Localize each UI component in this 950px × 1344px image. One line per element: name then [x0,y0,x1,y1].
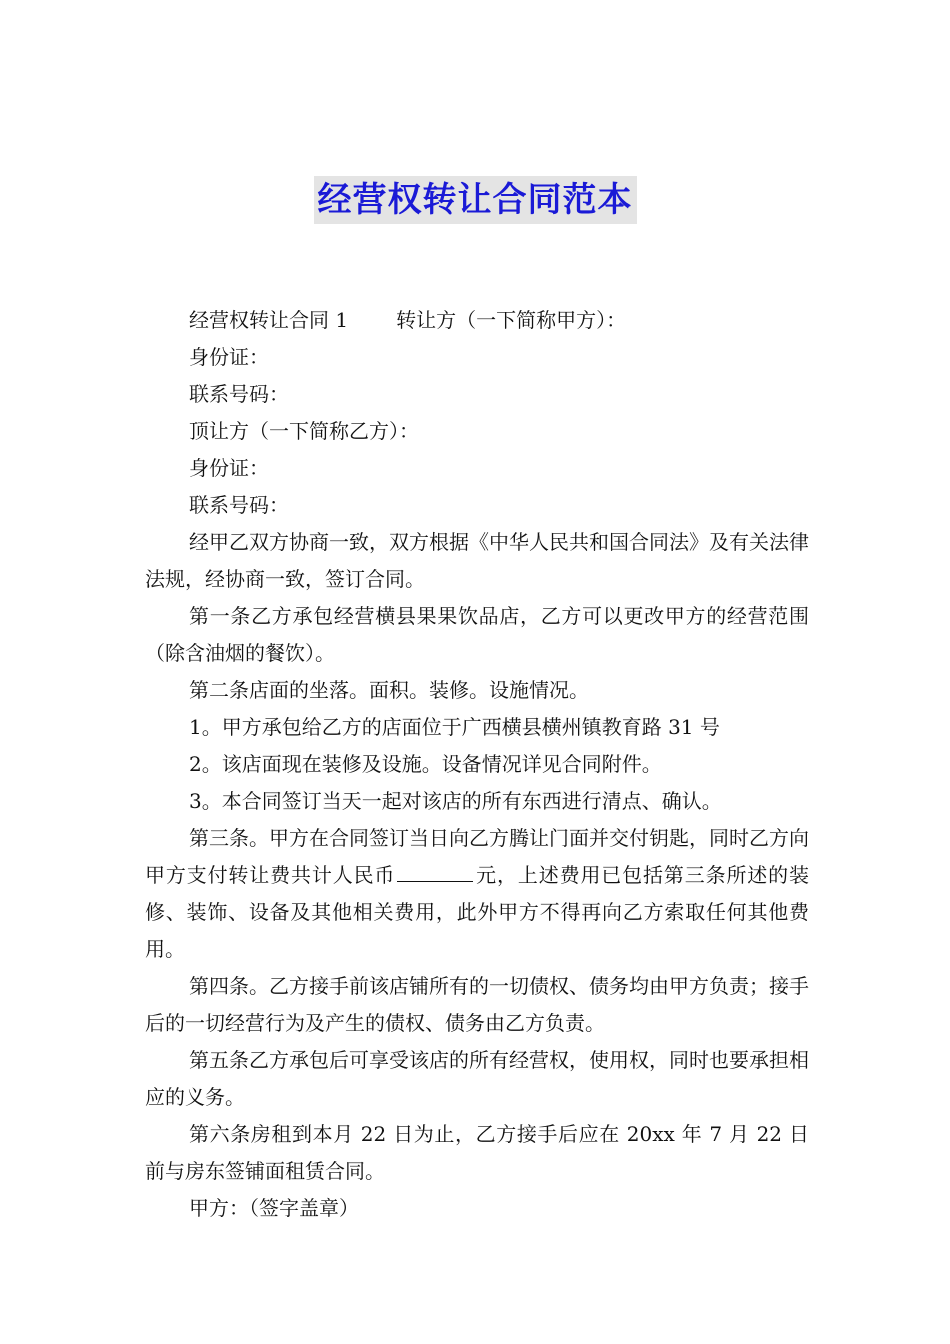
title-container [0,176,950,224]
amount-blank [397,861,473,882]
document-body [145,302,809,1227]
paragraph-article-2: 第二条店面的坐落。面积。装修。设施情况。 [189,678,589,702]
paragraph-transferee-id: 身份证： [189,456,269,480]
article-3-part-1: 第三条。甲方在合同签订当日向乙方腾让门面并交付钥匙，同时乙方向甲方支付转让费共计人民币 [145,826,809,887]
paragraph-transferee: 顶让方（一下简称乙方）： [189,419,419,443]
paragraph-article-2-item-2: 2。该店面现在装修及设施。设备情况详见合同附件。 [189,752,662,776]
paragraph-transferee-phone: 联系号码： [189,493,289,517]
paragraph-article-3 [145,820,809,968]
paragraph-article-2-item-3: 3。本合同签订当天一起对该店的所有东西进行清点、确认。 [189,789,722,813]
paragraph-article-4: 第四条。乙方接手前该店铺所有的一切债权、债务均由甲方负责；接手后的一切经营行为及产生的债权、债务由乙方负责。 [145,974,809,1035]
paragraph-transferor-id: 身份证： [189,345,269,369]
document-title: 经营权转让合同范本 [314,176,637,224]
paragraph-article-1: 第一条乙方承包经营横县果果饮品店，乙方可以更改甲方的经营范围（除含油烟的餐饮）。 [145,604,809,665]
transferor-label: 转让方（一下简称甲方）： [396,308,627,332]
article-3-part-2: 元，上述费用已包括第三条所述的装修、装饰、设备及其他相关费用，此外甲方不得再向乙方索取任何其他费用。 [145,863,810,961]
contract-number: 经营权转让合同 1 [189,308,349,332]
paragraph-article-5: 第五条乙方承包后可享受该店的所有经营权，使用权，同时也要承担相应的义务。 [145,1048,809,1109]
paragraph-contract-heading [145,302,809,339]
paragraph-article-2-item-1: 1。甲方承包给乙方的店面位于广西横县横州镇教育路 31 号 [189,715,720,739]
paragraph-preamble: 经甲乙双方协商一致，双方根据《中华人民共和国合同法》及有关法律法规，经协商一致，签订合同。 [145,530,809,591]
paragraph-signature-party-a: 甲方：（签字盖章） [189,1196,359,1220]
paragraph-transferor-phone: 联系号码： [189,382,289,406]
paragraph-article-6: 第六条房租到本月 22 日为止，乙方接手后应在 20xx 年 7 月 22 日前与房东签铺面租赁合同。 [145,1122,809,1183]
